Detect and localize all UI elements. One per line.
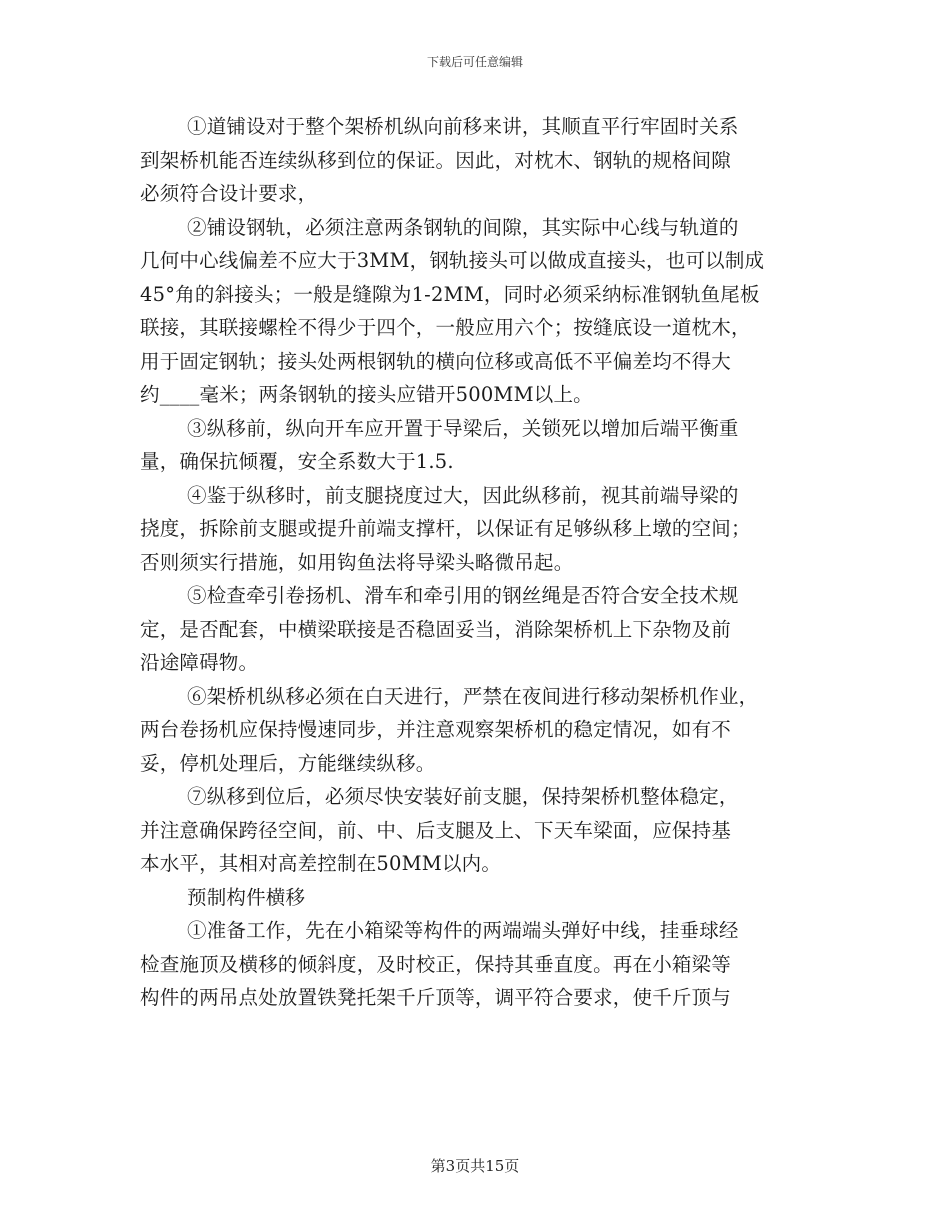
text-line: 并注意确保跨径空间，前、中、后支腿及上、下天车梁面，应保持基 (140, 818, 732, 842)
text-line: 否则须实行措施，如用钩鱼法将导梁头略微吊起。 (140, 550, 574, 574)
text-line: 预制构件横移 (187, 885, 306, 909)
paragraph-front-leg-deflection (140, 479, 815, 580)
page-header: 下载后可任意编辑 (426, 55, 523, 69)
text-line: ①准备工作，先在小箱梁等构件的两端端头弹好中线，挂垂球经 (187, 919, 739, 942)
text-line: 本水平，其相对高差控制在50MM以内。 (140, 852, 502, 875)
text-line: ②铺设钢轨，必须注意两条钢轨的间隙，其实际中心线与轨道的 (187, 215, 739, 239)
text-line: 到架桥机能否连续纵移到位的保证。因此，对枕木、钢轨的规格间隙 (140, 148, 732, 172)
text-line: 两台卷扬机应保持慢速同步，并注意观察架桥机的稳定情况，如有不 (140, 718, 732, 741)
page-number-footer: 第3页共15页 (430, 1157, 520, 1175)
paragraph-positioning-complete (140, 780, 815, 881)
text-line: 几何中心线偏差不应大于3MM，钢轨接头可以做成直接头，也可以制成 (140, 249, 765, 272)
text-line: 必须符合设计要求， (140, 182, 318, 205)
text-line: ⑦纵移到位后，必须尽快安装好前支腿，保持架桥机整体稳定， (187, 785, 739, 808)
text-line: 用于固定钢轨；接头处两根钢轨的横向位移或高低不平偏差均不得大 (140, 349, 732, 373)
text-line: ④鉴于纵移时，前支腿挠度过大，因此纵移前，视其前端导梁的 (187, 483, 739, 507)
text-line: 联接，其联接螺栓不得少于四个，一般应用六个；按缝底设一道枕木， (140, 316, 751, 339)
text-line: 定，是否配套，中横梁联接是否稳固妥当，消除架桥机上下杂物及前 (140, 617, 732, 641)
paragraph-winch-inspection (140, 579, 815, 680)
text-line: ⑥架桥机纵移必须在白天进行，严禁在夜间进行移动架桥机作业， (187, 684, 759, 708)
paragraph-before-longitudinal-move (140, 412, 815, 479)
text-line: ⑤检查牵引卷扬机、滑车和牵引用的钢丝绳是否符合安全技术规 (187, 584, 739, 607)
text-line: 检查施顶及横移的倾斜度，及时校正，保持其垂直度。再在小箱梁等 (140, 952, 732, 976)
text-line: 量，确保抗倾覆，安全系数大于1.5. (140, 450, 454, 473)
text-line: ③纵移前，纵向开车应开置于导梁后，关锁死以增加后端平衡重 (187, 416, 739, 440)
text-line: ①道铺设对于整个架桥机纵向前移来讲，其顺直平行牢固时关系 (187, 115, 739, 138)
document-body (140, 110, 815, 1015)
text-line: 构件的两吊点处放置铁凳托架千斤顶等，调平符合要求，使千斤顶与 (140, 986, 732, 1009)
text-line: 45°角的斜接头；一般是缝隙为1-2MM，同时必须采纳标准钢轨鱼尾板 (140, 282, 760, 306)
paragraph-rail-laying (140, 211, 815, 412)
text-line: 妥，停机处理后，方能继续纵移。 (140, 751, 436, 775)
text-line: 挠度，拆除前支腿或提升前端支撑杆，以保证有足够纵移上墩的空间； (140, 517, 751, 540)
section-heading-prefab-lateral-move (140, 881, 815, 915)
text-line: 约____毫米；两条钢轨的接头应错开500MM以上。 (140, 383, 593, 406)
paragraph-track-laying (140, 110, 815, 211)
paragraph-preparation-work (140, 914, 815, 1015)
paragraph-daytime-operation (140, 680, 815, 781)
text-line: 沿途障碍物。 (140, 651, 259, 674)
